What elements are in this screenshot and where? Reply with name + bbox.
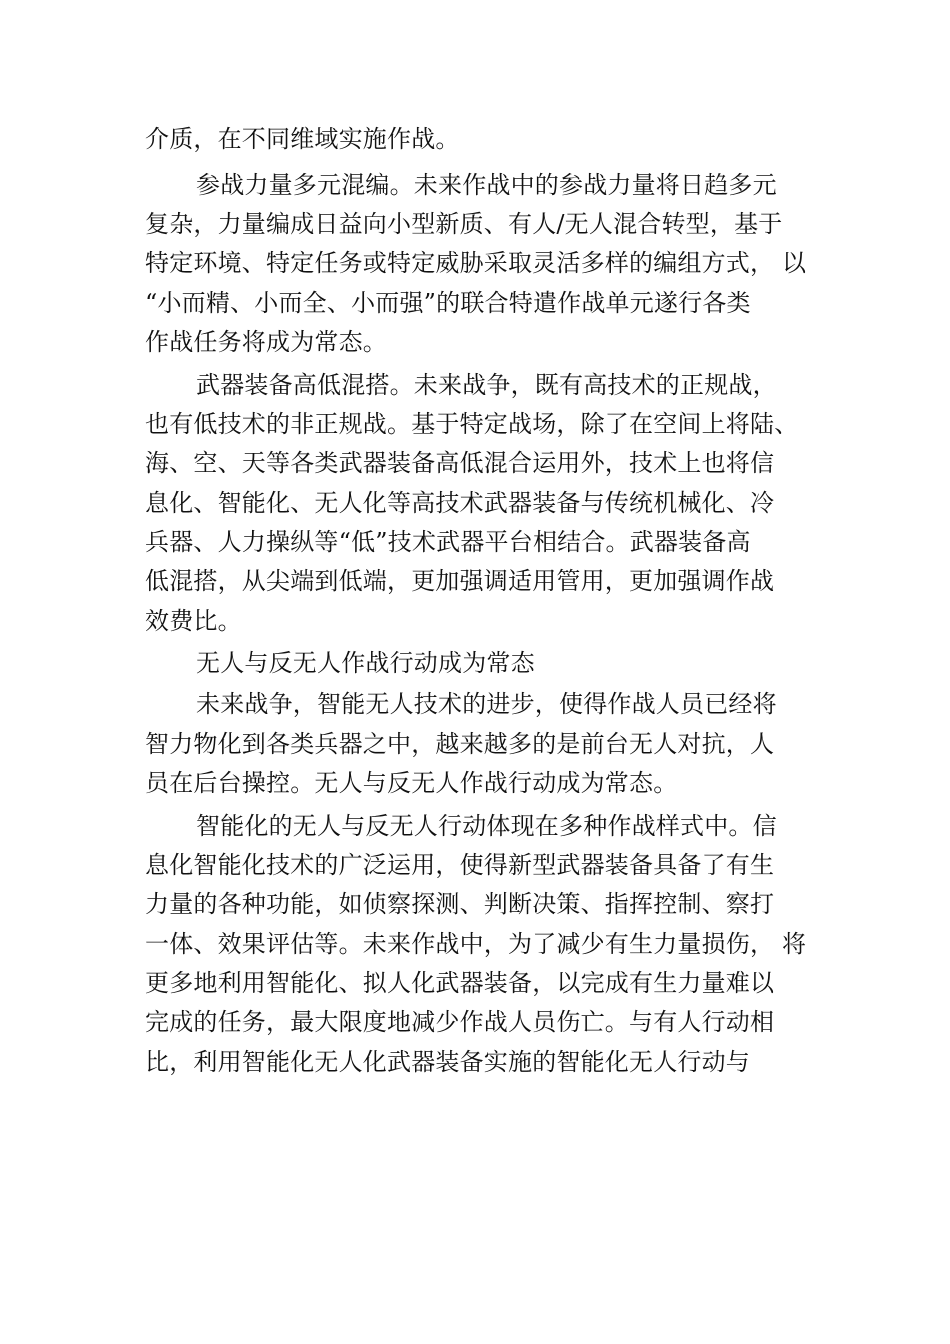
paragraph-line: 智力物化到各类兵器之中，越来越多的是前台无人对抗，人: [145, 730, 775, 758]
paragraph-line: 兵器、人力操纵等“低”技术武器平台相结合。武器装备高: [145, 528, 751, 556]
paragraph-line: 力量的各种功能，如侦察探测、判断决策、指挥控制、察打: [145, 890, 775, 918]
paragraph-continuation-line: 介质，在不同维域实施作战。: [145, 125, 460, 153]
paragraph-first-line: 武器装备高低混搭。未来战争，既有高技术的正规战，: [196, 371, 777, 399]
paragraph-line: 也有低技术的非正规战。基于特定战场，除了在空间上将陆、: [145, 410, 799, 438]
paragraph-line: 复杂，力量编成日益向小型新质、有人/无人混合转型，基于: [145, 210, 783, 238]
paragraph-line: 更多地利用智能化、拟人化武器装备，以完成有生力量难以: [145, 969, 775, 997]
paragraph-line: 息化、智能化、无人化等高技术武器装备与传统机械化、冷: [145, 489, 775, 517]
paragraph-line: 作战任务将成为常态。: [145, 328, 387, 356]
paragraph-first-line: 智能化的无人与反无人行动体现在多种作战样式中。信: [196, 812, 777, 840]
paragraph-line: 息化智能化技术的广泛运用，使得新型武器装备具备了有生: [145, 851, 775, 879]
paragraph-line: 低混搭，从尖端到低端，更加强调适用管用，更加强调作战: [145, 567, 775, 595]
paragraph-line: 比，利用智能化无人化武器装备实施的智能化无人行动与: [145, 1048, 750, 1076]
paragraph-line: 员在后台操控。无人与反无人作战行动成为常态。: [145, 769, 678, 797]
paragraph-line: 完成的任务，最大限度地减少作战人员伤亡。与有人行动相: [145, 1008, 775, 1036]
paragraph-first-line: 参战力量多元混编。未来作战中的参战力量将日趋多元: [196, 171, 777, 199]
paragraph-line: 特定环境、特定任务或特定威胁采取灵活多样的编组方式， 以: [145, 249, 807, 277]
paragraph-line: 一体、效果评估等。未来作战中，为了减少有生力量损伤， 将: [145, 930, 807, 958]
paragraph-line: “小而精、小而全、小而强”的联合特遣作战单元遂行各类: [145, 289, 751, 317]
paragraph-first-line: 未来战争，智能无人技术的进步，使得作战人员已经将: [196, 690, 777, 718]
section-heading: 无人与反无人作战行动成为常态: [196, 649, 535, 677]
paragraph-line: 海、空、天等各类武器装备高低混合运用外，技术上也将信: [145, 449, 775, 477]
paragraph-line: 效费比。: [145, 607, 242, 635]
